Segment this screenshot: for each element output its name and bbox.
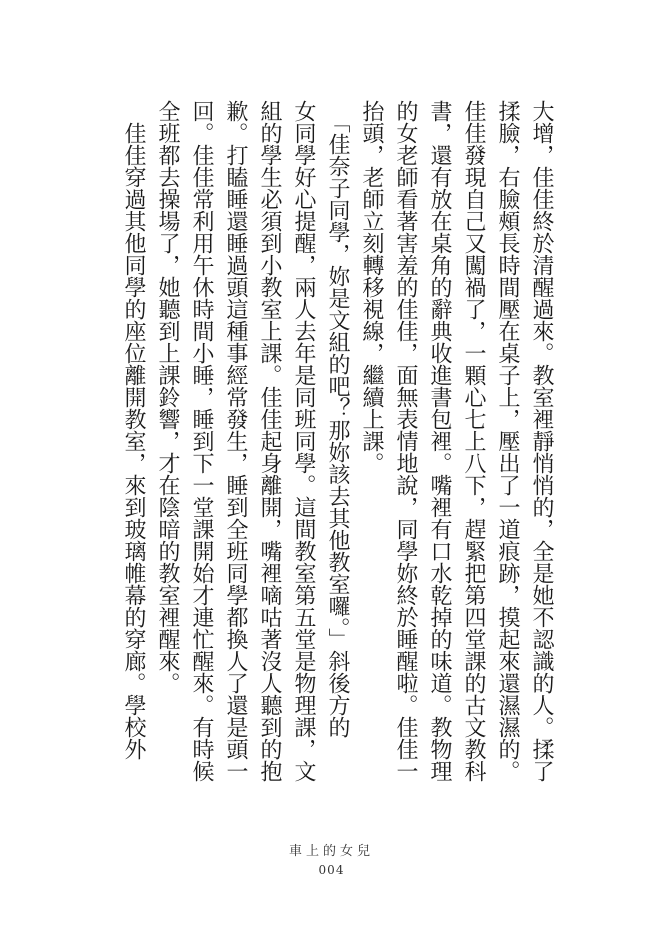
text-line: 「佳奈子同學，妳是文組的吧？那妳該去其他教室囉。」斜後方的 (325, 100, 350, 738)
text-line: 佳佳發現自己又闖禍了，一顆心七上八下，趕緊把第四堂課的古文教科 (461, 100, 486, 782)
page-number: 004 (318, 863, 345, 877)
text-line: 女同學好心提醒，兩人去年是同班同學。這間教室第五堂是物理課，文 (291, 100, 316, 782)
vertical-body-text (116, 100, 558, 782)
text-line: 歉。打瞌睡還睡過頭這種事經常發生，睡到全班同學都換人了還是頭一 (223, 100, 248, 782)
text-line: 揉臉，右臉頰長時間壓在桌子上，壓出了一道痕跡，摸起來還濕濕的。 (495, 100, 520, 782)
text-line: 的女老師看著害羞的佳佳，面無表情地說，同學妳終於睡醒啦。佳佳一 (393, 100, 418, 782)
text-line: 書，還有放在桌角的辭典收進書包裡。嘴裡有口水乾掉的味道。教物理 (427, 100, 452, 782)
text-line: 抬頭，老師立刻轉移視線，繼續上課。 (359, 100, 384, 474)
text-line: 佳佳穿過其他同學的座位離開教室，來到玻璃帷幕的穿廊。學校外 (121, 100, 146, 760)
text-line: 組的學生必須到小教室上課。佳佳起身離開，嘴裡嘀咕著沒人聽到的抱 (257, 100, 282, 782)
running-footer-title: 車上的女兒 (288, 844, 374, 859)
text-line: 大增，佳佳終於清醒過來。教室裡靜悄悄的，全是她不認識的人。揉了 (529, 100, 554, 782)
text-line: 回。佳佳常利用午休時間小睡，睡到下一堂課開始才連忙醒來。有時候 (189, 100, 214, 782)
text-line: 全班都去操場了，她聽到上課鈴響，才在陰暗的教室裡醒來。 (155, 100, 180, 694)
